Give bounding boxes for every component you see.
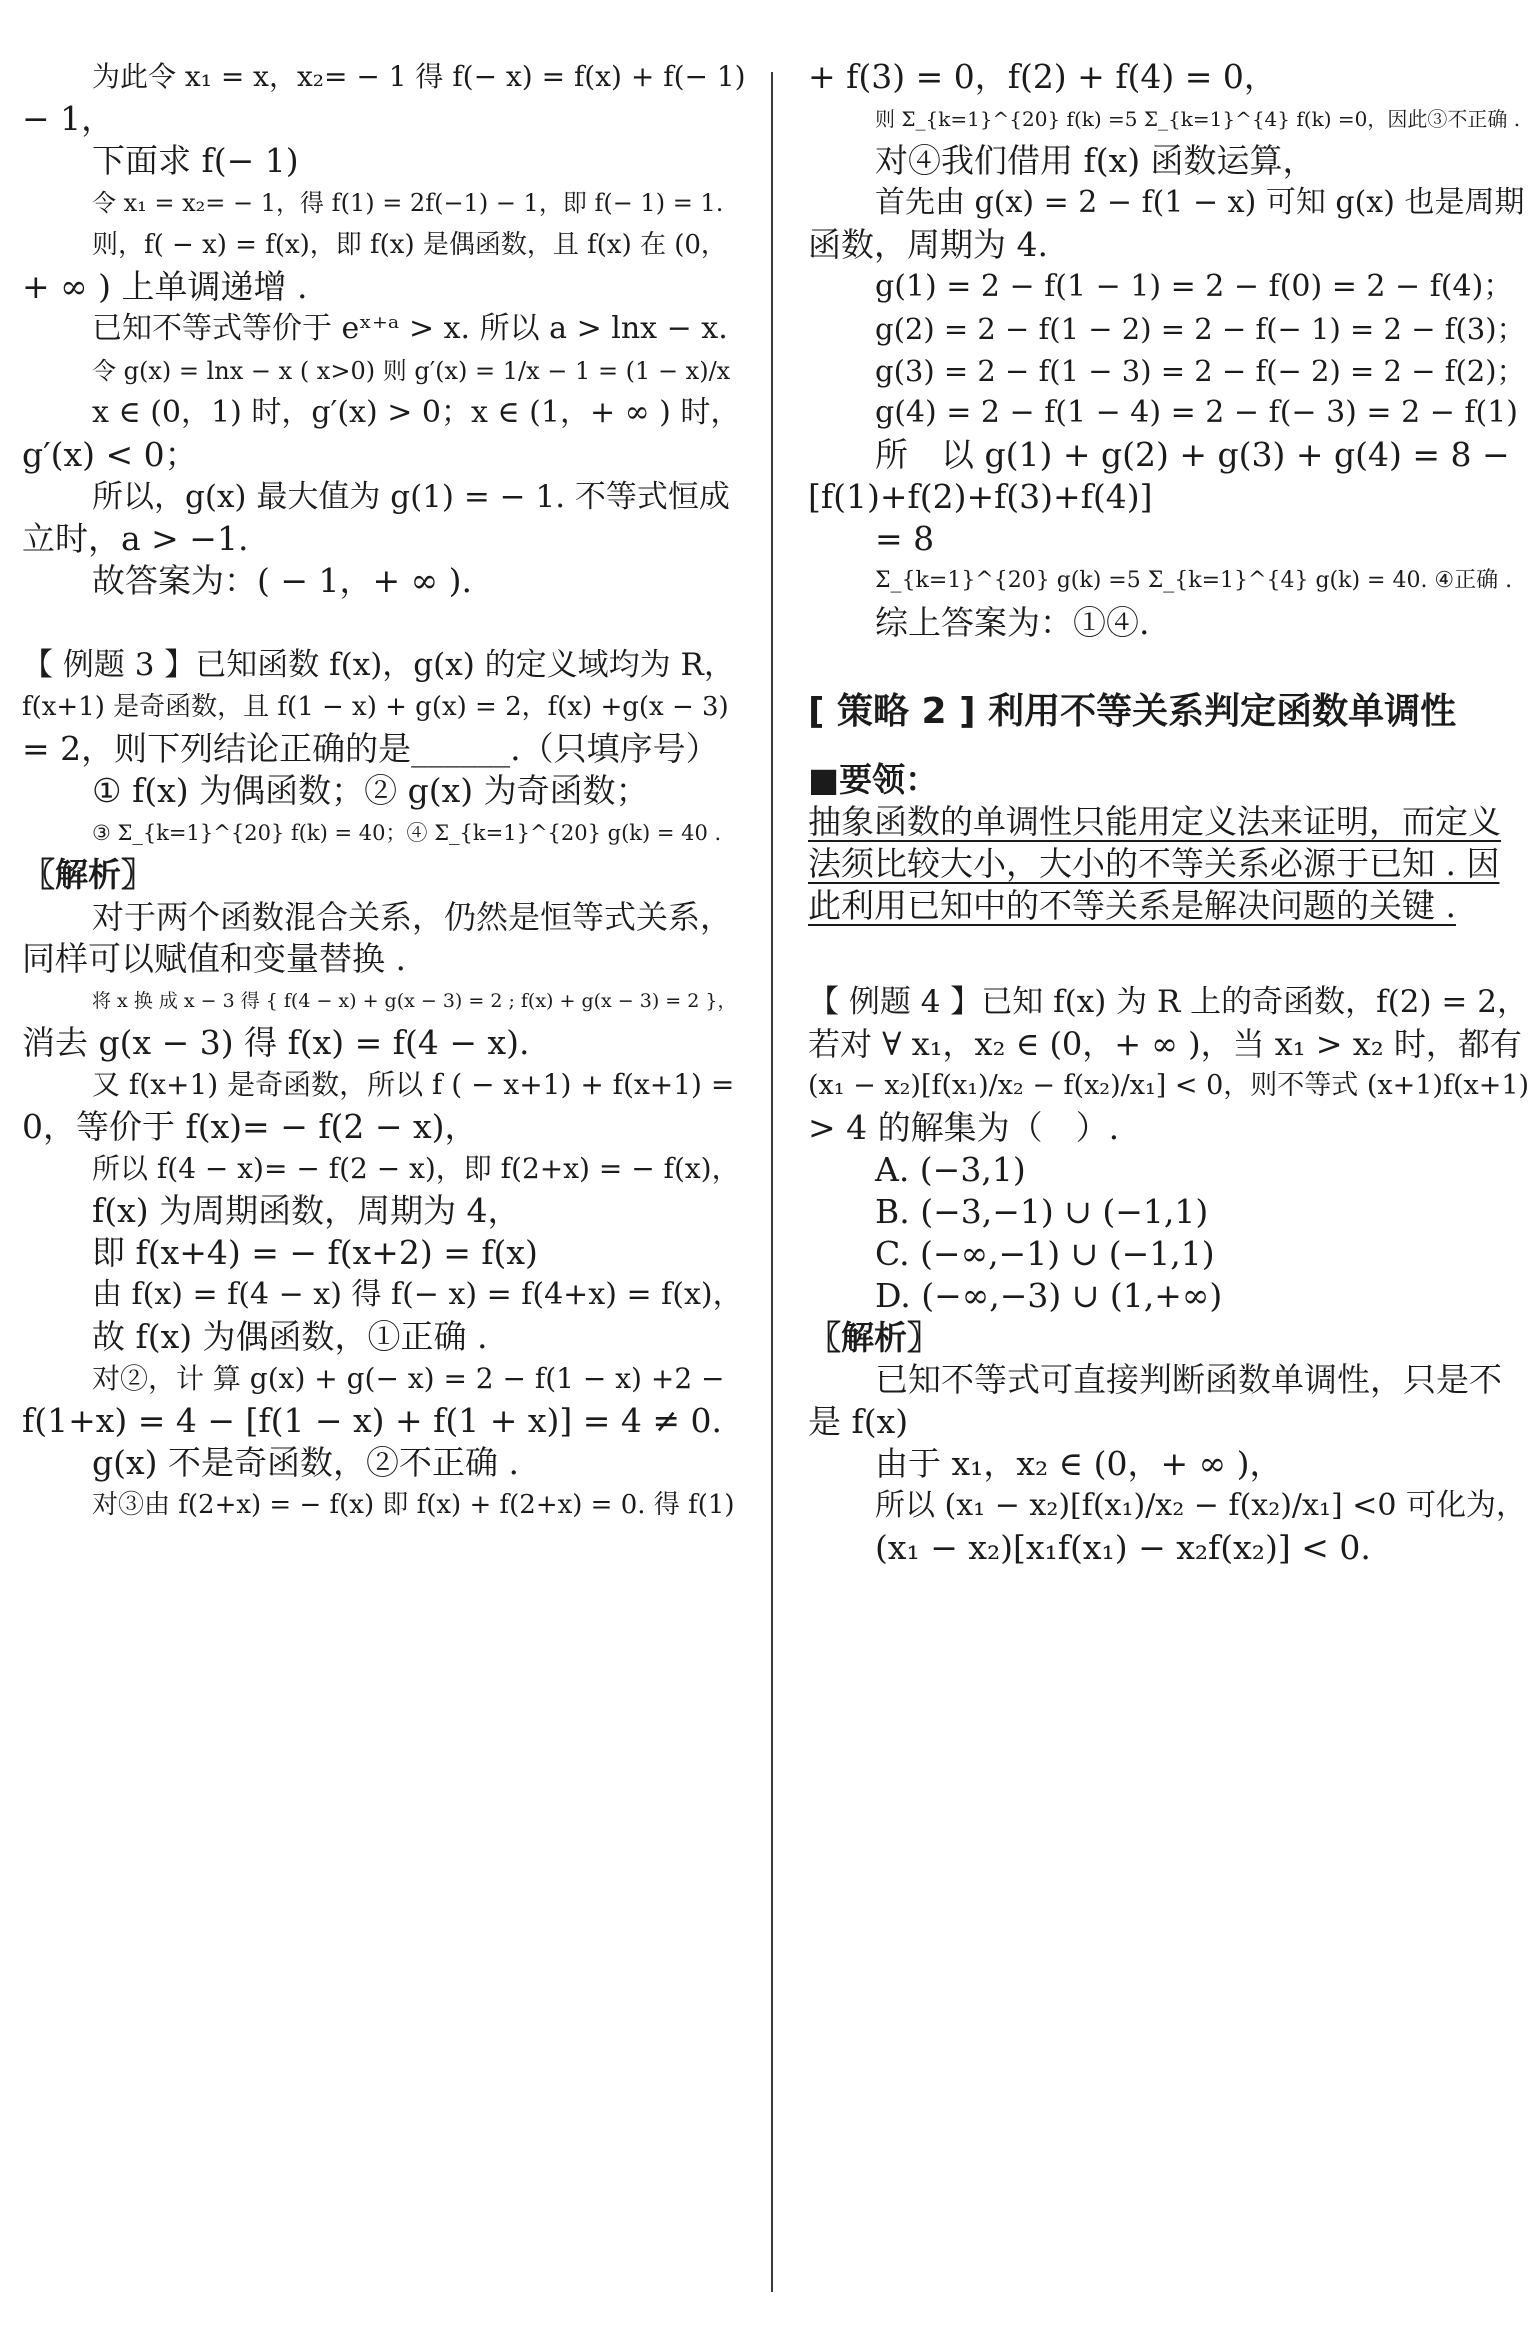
- text-line: 消去 g(x − 3) 得 f(x) = f(4 − x).: [22, 1023, 530, 1062]
- text-line: + f(3) = 0，f(2) + f(4) = 0，: [808, 57, 1277, 96]
- text-line: 由 f(x) = f(4 − x) 得 f(− x) = f(4+x) = f(x)，: [92, 1277, 743, 1312]
- text-line: 将 x 换 成 x − 3 得 { f(4 − x) + g(x − 3) = 2 ; f(x) + g(x − 3) = 2 }，: [92, 990, 737, 1012]
- text-line: 则 Σ_{k=1}^{20} f(k) =5 Σ_{k=1}^{4} f(k) =0，因此③不正确 .: [875, 107, 1521, 131]
- text-line: 对于两个函数混合关系，仍然是恒等式关系，: [92, 898, 733, 936]
- text-line: ③ Σ_{k=1}^{20} f(k) = 40；④ Σ_{k=1}^{20} g(k) = 40 .: [92, 821, 722, 845]
- text-line: 已知不等式可直接判断函数单调性，只是不: [875, 1360, 1502, 1399]
- text-line: 若对 ∀ x₁，x₂ ∈ (0，+ ∞ )，当 x₁ > x₂ 时，都有: [808, 1025, 1522, 1063]
- text-line: 所 以 g(1) + g(2) + g(3) + g(4) = 8 −: [875, 435, 1510, 474]
- text-line: g′(x) < 0；: [22, 435, 198, 474]
- text-line: [f(1)+f(2)+f(3)+f(4)]: [808, 477, 1153, 516]
- text-line: 故 f(x) 为偶函数，①正确 .: [92, 1317, 488, 1356]
- text-line: 首先由 g(x) = 2 − f(1 − x) 可知 g(x) 也是周期: [875, 185, 1525, 220]
- text-line: 对④我们借用 f(x) 函数运算，: [875, 141, 1316, 180]
- text-line: Σ_{k=1}^{20} g(k) =5 Σ_{k=1}^{4} g(k) = 40. ④正确 .: [875, 568, 1513, 593]
- text-line: f(1+x) = 4 − [f(1 − x) + f(1 + x)] = 4 ≠ 0.: [22, 1401, 722, 1440]
- column-divider: [771, 72, 773, 2292]
- text-line: g(x) 不是奇函数，②不正确 .: [92, 1443, 519, 1482]
- analysis-label: 〖解析〗: [22, 855, 154, 894]
- key-point-text: 抽象函数的单调性只能用定义法来证明，而定义: [808, 802, 1501, 841]
- text-line: g(3) = 2 − f(1 − 3) = 2 − f(− 2) = 2 − f(2)；: [875, 354, 1526, 388]
- text-line: g(1) = 2 − f(1 − 1) = 2 − f(0) = 2 − f(4)；: [875, 269, 1514, 304]
- example-heading: 【 例题 3 】已知函数 f(x)，g(x) 的定义域均为 R，: [22, 647, 735, 683]
- text-line: 由于 x₁，x₂ ∈ (0，+ ∞ )，: [875, 1444, 1283, 1483]
- text-line: g(4) = 2 − f(1 − 4) = 2 − f(− 3) = 2 − f(1): [875, 395, 1518, 430]
- text-line: (x₁ − x₂)[x₁f(x₁) − x₂f(x₂)] < 0.: [875, 1528, 1371, 1567]
- text-line: 所以，g(x) 最大值为 g(1) = − 1. 不等式恒成: [92, 479, 730, 515]
- text-line: 函数，周期为 4.: [808, 225, 1048, 264]
- text-line: = 2，则下列结论正确的是______.（只填序号）: [22, 729, 719, 768]
- text-line: 已知不等式等价于 eˣ⁺ᵃ > x. 所以 a > lnx − x.: [92, 311, 728, 346]
- text-line: 综上答案为：①④.: [875, 603, 1150, 642]
- text-line: 下面求 f(− 1): [92, 141, 299, 180]
- text-line: 令 g(x) = lnx − x ( x>0) 则 g′(x) = 1/x − 1 = (1 − x)/x: [92, 357, 731, 385]
- key-point-text: 此利用已知中的不等关系是解决问题的关键 .: [808, 886, 1456, 925]
- text-line: 对③由 f(2+x) = − f(x) 即 f(x) + f(2+x) = 0. 得 f(1): [92, 1490, 735, 1520]
- text-line: 则，f( − x) = f(x)，即 f(x) 是偶函数，且 f(x) 在 (0，: [92, 230, 727, 260]
- text-line: 即 f(x+4) = − f(x+2) = f(x): [92, 1233, 538, 1272]
- strategy-heading: [ 策略 2 ] 利用不等关系判定函数单调性: [808, 691, 1457, 732]
- text-line: f(x+1) 是奇函数，且 f(1 − x) + g(x) = 2，f(x) +g(x − 3): [22, 692, 729, 722]
- option-c: C. (−∞,−1) ∪ (−1,1): [875, 1234, 1215, 1273]
- example-heading: 【 例题 4 】已知 f(x) 为 R 上的奇函数，f(2) = 2，: [808, 984, 1528, 1020]
- text-line: 立时，a > −1.: [22, 519, 249, 558]
- text-line: 令 x₁ = x₂= − 1，得 f(1) = 2f(−1) − 1，即 f(− 1) = 1.: [92, 189, 724, 217]
- text-line: (x₁ − x₂)[f(x₁)/x₂ − f(x₂)/x₁] < 0，则不等式 (x+1)f(x+1): [808, 1070, 1530, 1101]
- text-line: − 1，: [22, 99, 115, 138]
- text-line: g(2) = 2 − f(1 − 2) = 2 − f(− 1) = 2 − f(3)；: [875, 312, 1526, 346]
- text-line: + ∞ ) 上单调递增 .: [22, 267, 308, 306]
- text-line: 对②，计 算 g(x) + g(− x) = 2 − f(1 − x) +2 −: [92, 1362, 725, 1395]
- key-points-label: ■要领：: [808, 760, 939, 799]
- text-line: = 8: [875, 519, 935, 558]
- text-line: > 4 的解集为（ ）.: [808, 1108, 1120, 1147]
- text-line: x ∈ (0，1) 时，g′(x) > 0；x ∈ (1，+ ∞ ) 时，: [92, 395, 741, 430]
- text-line: 0，等价于 f(x)= − f(2 − x)，: [22, 1107, 478, 1146]
- analysis-label: 〖解析〗: [808, 1318, 940, 1357]
- key-point-text: 法须比较大小，大小的不等关系必源于已知 . 因: [808, 844, 1500, 883]
- option-d: D. (−∞,−3) ∪ (1,+∞): [875, 1276, 1223, 1315]
- text-line: ① f(x) 为偶函数；② g(x) 为奇函数；: [92, 771, 649, 810]
- option-a: A. (−3,1): [875, 1150, 1026, 1189]
- text-line: 故答案为：( − 1，+ ∞ ).: [92, 561, 472, 600]
- text-line: 是 f(x): [808, 1402, 909, 1441]
- text-line: 同样可以赋值和变量替换 .: [22, 939, 406, 978]
- option-b: B. (−3,−1) ∪ (−1,1): [875, 1192, 1209, 1231]
- text-line: 所以 f(4 − x)= − f(2 − x)，即 f(2+x) = − f(x)，: [92, 1152, 740, 1185]
- text-line: f(x) 为周期函数，周期为 4，: [92, 1191, 521, 1230]
- text-line: 又 f(x+1) 是奇函数，所以 f ( − x+1) + f(x+1) =: [92, 1068, 735, 1101]
- text-line: 为此令 x₁ = x，x₂= − 1 得 f(− x) = f(x) + f(− 1): [92, 60, 746, 93]
- text-line: 所以 (x₁ − x₂)[f(x₁)/x₂ − f(x₂)/x₁] <0 可化为，: [875, 1488, 1526, 1523]
